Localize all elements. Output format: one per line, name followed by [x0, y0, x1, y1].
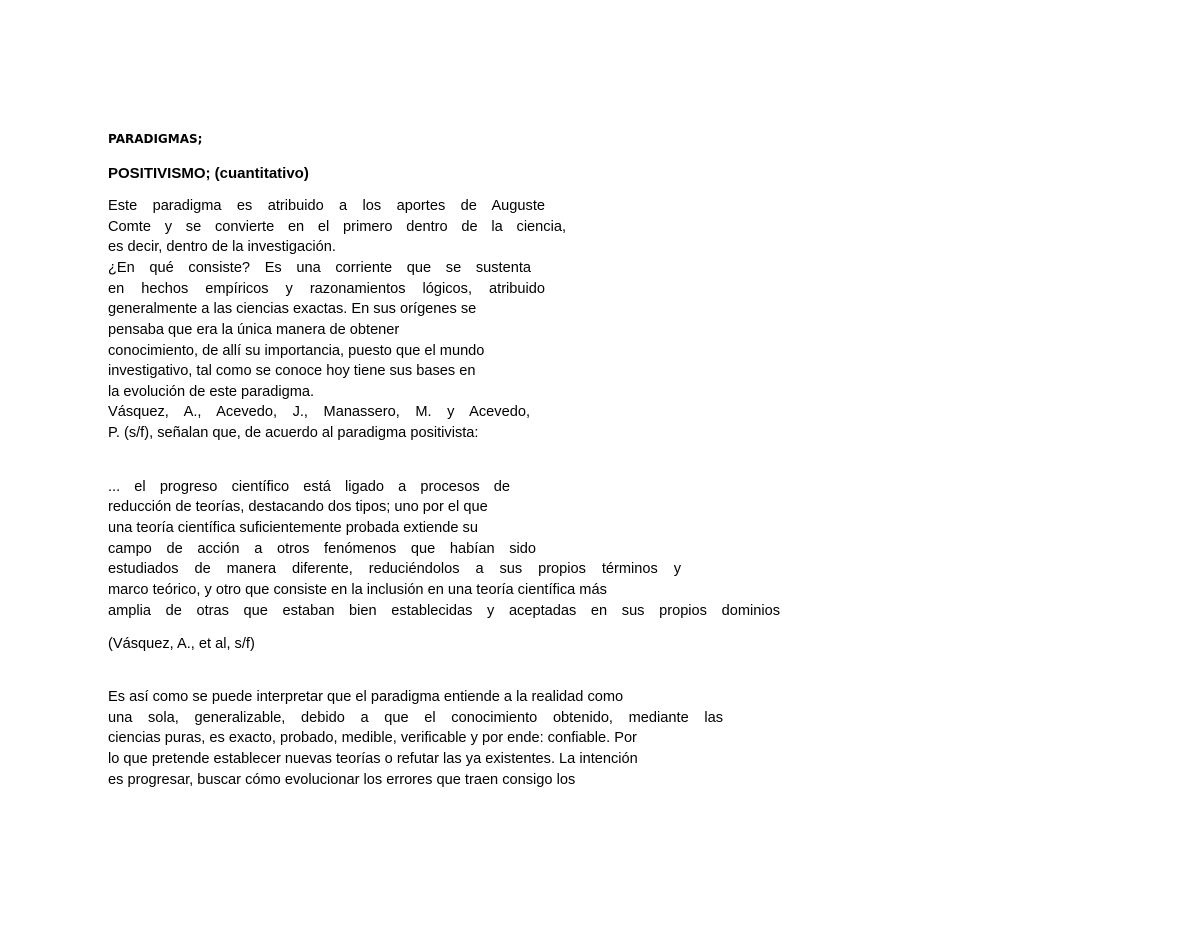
quote-line: ... el progreso científico está ligado a procesos de — [108, 479, 510, 495]
citation: (Vásquez, A., et al, s/f) — [108, 636, 255, 652]
paragraph1-line: Comte y se convierte en el primero dentro de la ciencia, — [108, 219, 566, 235]
paragraph1-line: generalmente a las ciencias exactas. En sus orígenes se — [108, 301, 477, 317]
paragraph1-line: conocimiento, de allí su importancia, puesto que el mundo — [108, 343, 485, 359]
paragraph2-line: es progresar, buscar cómo evolucionar los errores que traen consigo los — [108, 772, 576, 788]
paragraph1-line: pensaba que era la única manera de obtener — [108, 322, 400, 338]
subheading-positivismo: POSITIVISMO; (cuantitativo) — [108, 165, 309, 182]
paragraph1-line: Este paradigma es atribuido a los aportes de Auguste — [108, 198, 545, 214]
paragraph1-line: Vásquez, A., Acevedo, J., Manassero, M. y Acevedo, — [108, 404, 530, 420]
paragraph2-line: una sola, generalizable, debido a que el conocimiento obtenido, mediante las — [108, 710, 723, 726]
quote-line: marco teórico, y otro que consiste en la inclusión en una teoría científica más — [108, 582, 607, 598]
paragraph2-line: Es así como se puede interpretar que el paradigma entiende a la realidad como — [108, 689, 624, 705]
paragraph1-line: P. (s/f), señalan que, de acuerdo al paradigma positivista: — [108, 425, 479, 441]
paragraph1-line: investigativo, tal como se conoce hoy tiene sus bases en — [108, 363, 476, 379]
paragraph2-line: ciencias puras, es exacto, probado, medible, verificable y por ende: confiable. Por — [108, 730, 637, 746]
quote-line: una teoría científica suficientemente probada extiende su — [108, 520, 478, 536]
paragraph1-line: es decir, dentro de la investigación. — [108, 239, 336, 255]
quote-line: campo de acción a otros fenómenos que habían sido — [108, 541, 536, 557]
heading-paradigmas: PARADIGMAS; — [108, 132, 203, 146]
paragraph1-line: ¿En qué consiste? Es una corriente que se sustenta — [108, 260, 531, 276]
paragraph2-line: lo que pretende establecer nuevas teorías o refutar las ya existentes. La intención — [108, 751, 638, 767]
quote-line: estudiados de manera diferente, reduciéndolos a sus propios términos y — [108, 561, 681, 577]
paragraph1-line: la evolución de este paradigma. — [108, 384, 315, 400]
quote-line: amplia de otras que estaban bien establecidas y aceptadas en sus propios dominios — [108, 603, 780, 619]
quote-line: reducción de teorías, destacando dos tipos; uno por el que — [108, 499, 488, 515]
paragraph1-line: en hechos empíricos y razonamientos lógicos, atribuido — [108, 281, 545, 297]
